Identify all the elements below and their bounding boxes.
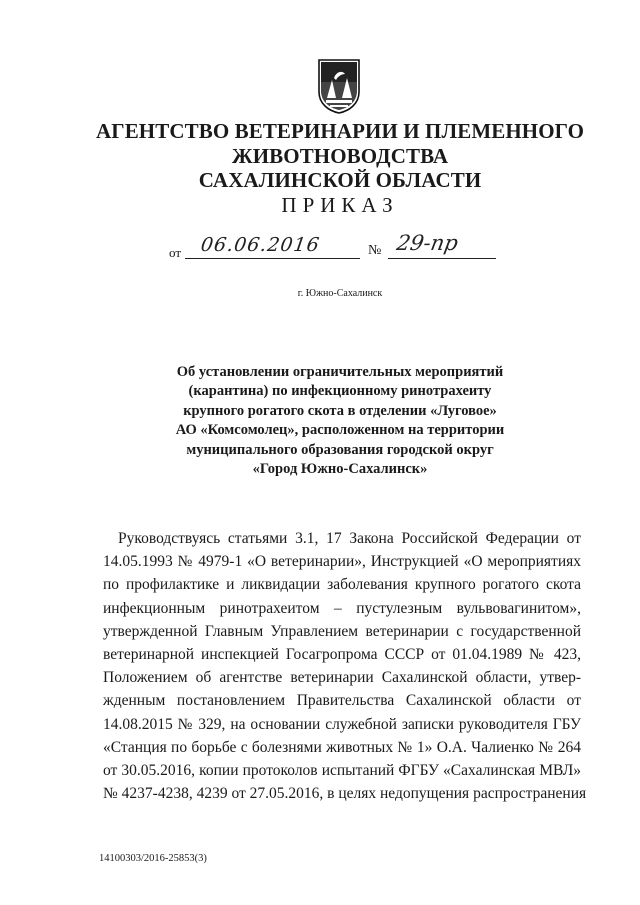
handwritten-date: 06.06.2016 (199, 234, 322, 256)
number-label: № (368, 243, 382, 258)
subject-line: «Город Южно-Сахалинск» (252, 461, 428, 478)
date-label: от (169, 245, 182, 260)
subject-line: (карантина) по инфекционному ринотрахеиту (188, 383, 492, 400)
order-subject (130, 363, 550, 479)
body-line: Руководствуясь статьями 3.1, 17 Закона Российской Федерации от (118, 530, 581, 547)
subject-line: Об установлении ограничительных мероприятий (176, 364, 504, 380)
agency-name-line3: САХАЛИНСКОЙ ОБЛАСТИ (198, 168, 482, 192)
subject-line: крупного рогатого скота в отделении «Луговое» (183, 402, 497, 419)
city-name: г. Южно-Сахалинск (297, 288, 383, 299)
body-line: «Станция по борьбе с болезнями животных № 1» О.А. Чалиенко № 264 (103, 738, 581, 756)
body-line: ветеринарной инспекцией Госагропрома СССР от 01.04.1989 № 423, (103, 646, 581, 664)
order-body-paragraph (103, 527, 587, 805)
handwritten-order-number: 29-пр (394, 231, 460, 255)
body-line: Положением об агентстве ветеринарии Сахалинской области, утвер- (103, 669, 581, 687)
document-registration-code: 14100303/2016-25853(3) (99, 853, 207, 864)
body-line: жденным постановлением Правительства Сахалинской области от (103, 692, 581, 710)
document-type-title: ПРИКАЗ (281, 193, 399, 217)
body-line: инфекционным ринотрахеитом – пустулезным вульвовагинитом», (103, 599, 581, 617)
date-underline (185, 258, 360, 259)
body-line: 14.08.2015 № 329, на основании служебной записки руководителя ГБУ (103, 715, 581, 733)
body-line: № 4237-4238, 4239 от 27.05.2016, в целях недопущения распространения (103, 785, 587, 803)
agency-name-line2: ЖИВОТНОВОДСТВА (231, 144, 449, 168)
subject-line: АО «Комсомолец», расположенном на территории (175, 422, 505, 439)
body-line: от 30.05.2016, копии протоколов испытаний ФГБУ «Сахалинская МВЛ» (103, 762, 581, 780)
body-line: по профилактике и ликвидации заболевания крупного рогатого скота (103, 576, 581, 594)
agency-name-line1: АГЕНТСТВО ВЕТЕРИНАРИИ И ПЛЕМЕННОГО (95, 119, 585, 143)
sakhalin-coat-of-arms-icon (316, 58, 362, 114)
body-line: утвержденной Главным Управлением ветеринарии с государственной (103, 622, 581, 640)
subject-line: муниципального образования городской округ (186, 441, 494, 458)
body-line: 14.05.1993 № 4979-1 «О ветеринарии», Инструкцией «О мероприятиях (103, 553, 581, 571)
number-underline (388, 258, 496, 259)
